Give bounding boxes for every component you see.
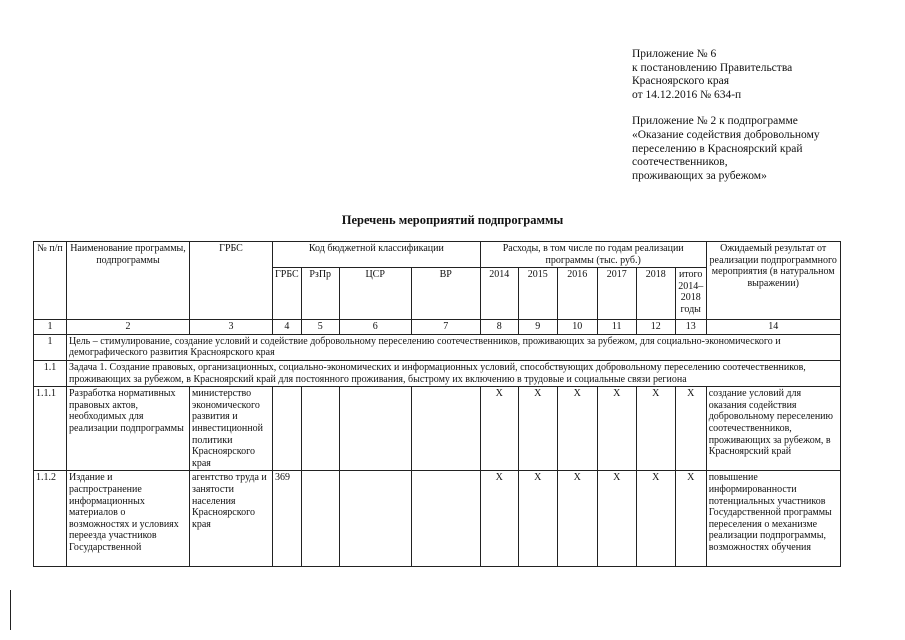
header-kbk: Код бюджетной классификации xyxy=(273,242,481,268)
header-csr: ЦСР xyxy=(339,268,411,320)
column-number: 13 xyxy=(675,320,706,335)
header-line-9: проживающих за рубежом» xyxy=(632,169,767,182)
column-number: 7 xyxy=(411,320,480,335)
csr-code xyxy=(339,387,411,471)
goal-number: 1 xyxy=(34,334,67,360)
vr-code xyxy=(411,387,480,471)
header-line-5: Приложение № 2 к подпрограмме xyxy=(632,115,798,128)
column-number: 2 xyxy=(67,320,190,335)
task-row xyxy=(34,360,841,386)
rzpr-code xyxy=(301,387,339,471)
header-grbs-code: ГРБС xyxy=(273,268,302,320)
vr-code xyxy=(411,471,480,567)
header-line-3: Красноярского края xyxy=(632,75,729,88)
value-2018: X xyxy=(636,387,675,471)
column-number: 10 xyxy=(557,320,597,335)
column-number: 9 xyxy=(518,320,557,335)
value-2015: X xyxy=(518,471,557,567)
column-number: 6 xyxy=(339,320,411,335)
grbs-code xyxy=(273,387,302,471)
row-number: 1.1.1 xyxy=(34,387,67,471)
header-2015: 2015 xyxy=(518,268,557,320)
table-row xyxy=(34,387,841,471)
measures-table xyxy=(33,241,841,567)
rzpr-code xyxy=(301,471,339,567)
table-row xyxy=(34,471,841,567)
header-line-4: от 14.12.2016 № 634-п xyxy=(632,88,742,101)
column-number: 8 xyxy=(480,320,518,335)
expected-result: повышение информированности потенциальных участников Государственной программы переселения о механизме реализации подпрограммы, возможностях обучения xyxy=(706,471,840,567)
header-grbs: ГРБС xyxy=(190,242,273,320)
header-name: Наименование программы, подпрограммы xyxy=(67,242,190,320)
column-number-row xyxy=(34,320,841,335)
column-number: 3 xyxy=(190,320,273,335)
value-2017: X xyxy=(597,471,636,567)
value-2016: X xyxy=(557,471,597,567)
header-2016: 2016 xyxy=(557,268,597,320)
value-2014: X xyxy=(480,387,518,471)
grbs-code: 369 xyxy=(273,471,302,567)
column-number: 12 xyxy=(636,320,675,335)
document-title: Перечень мероприятий подпрограммы xyxy=(341,213,564,227)
column-number: 5 xyxy=(301,320,339,335)
column-number: 14 xyxy=(706,320,840,335)
responsible-body: министерство экономического развития и инвестиционной политики Красноярского края xyxy=(190,387,273,471)
column-number: 4 xyxy=(273,320,302,335)
scan-edge-mark xyxy=(10,590,11,630)
table-header-row-1 xyxy=(34,242,841,268)
value-2016: X xyxy=(557,387,597,471)
header-2018: 2018 xyxy=(636,268,675,320)
header-num: № п/п xyxy=(34,242,67,320)
header-line-8: соотечественников, xyxy=(632,156,728,169)
header-2014: 2014 xyxy=(480,268,518,320)
header-rzpr: РзПр xyxy=(301,268,339,320)
header-line-2: к постановлению Правительства xyxy=(632,61,793,74)
column-number: 11 xyxy=(597,320,636,335)
csr-code xyxy=(339,471,411,567)
header-2017: 2017 xyxy=(597,268,636,320)
task-number: 1.1 xyxy=(34,360,67,386)
value-2015: X xyxy=(518,387,557,471)
value-total: X xyxy=(675,471,706,567)
task-text: Задача 1. Создание правовых, организационных, социально-экономических и информационных условий, способствующих добровольному переселению соотечественников, проживающих за рубежом, в Красноярский край для постоянного проживания, быстрому их включению в трудовые и социальные связи региона xyxy=(67,360,841,386)
header-expenses: Расходы, в том числе по годам реализации программы (тыс. руб.) xyxy=(480,242,706,268)
row-number: 1.1.2 xyxy=(34,471,67,567)
responsible-body: агентство труда и занятости населения Красноярского края xyxy=(190,471,273,567)
measure-name: Издание и распространение информационных материалов о возможностях и условиях переезда участников Государственной xyxy=(67,471,190,567)
value-total: X xyxy=(675,387,706,471)
header-line-1: Приложение № 6 xyxy=(632,48,717,60)
header-vr: ВР xyxy=(411,268,480,320)
goal-text: Цель – стимулирование, создание условий и содействие добровольному переселению соотечественников, проживающих за рубежом, для социально-экономического и демографического развития Красноярского края xyxy=(67,334,841,360)
expected-result: создание условий для оказания содействия добровольному переселению соотечественников, проживающих за рубежом, в Красноярский край xyxy=(706,387,840,471)
measure-name: Разработка нормативных правовых актов, необходимых для реализации подпрограммы xyxy=(67,387,190,471)
header-line-7: переселению в Красноярский край xyxy=(632,142,803,155)
goal-row xyxy=(34,334,841,360)
appendix-header xyxy=(632,48,892,183)
value-2017: X xyxy=(597,387,636,471)
value-2018: X xyxy=(636,471,675,567)
header-total: итого 2014–2018 годы xyxy=(675,268,706,320)
column-number: 1 xyxy=(34,320,67,335)
header-line-6: «Оказание содействия добровольному xyxy=(632,128,820,141)
header-result: Ожидаемый результат от реализации подпрограммного мероприятия (в натуральном выражении) xyxy=(706,242,840,320)
value-2014: X xyxy=(480,471,518,567)
